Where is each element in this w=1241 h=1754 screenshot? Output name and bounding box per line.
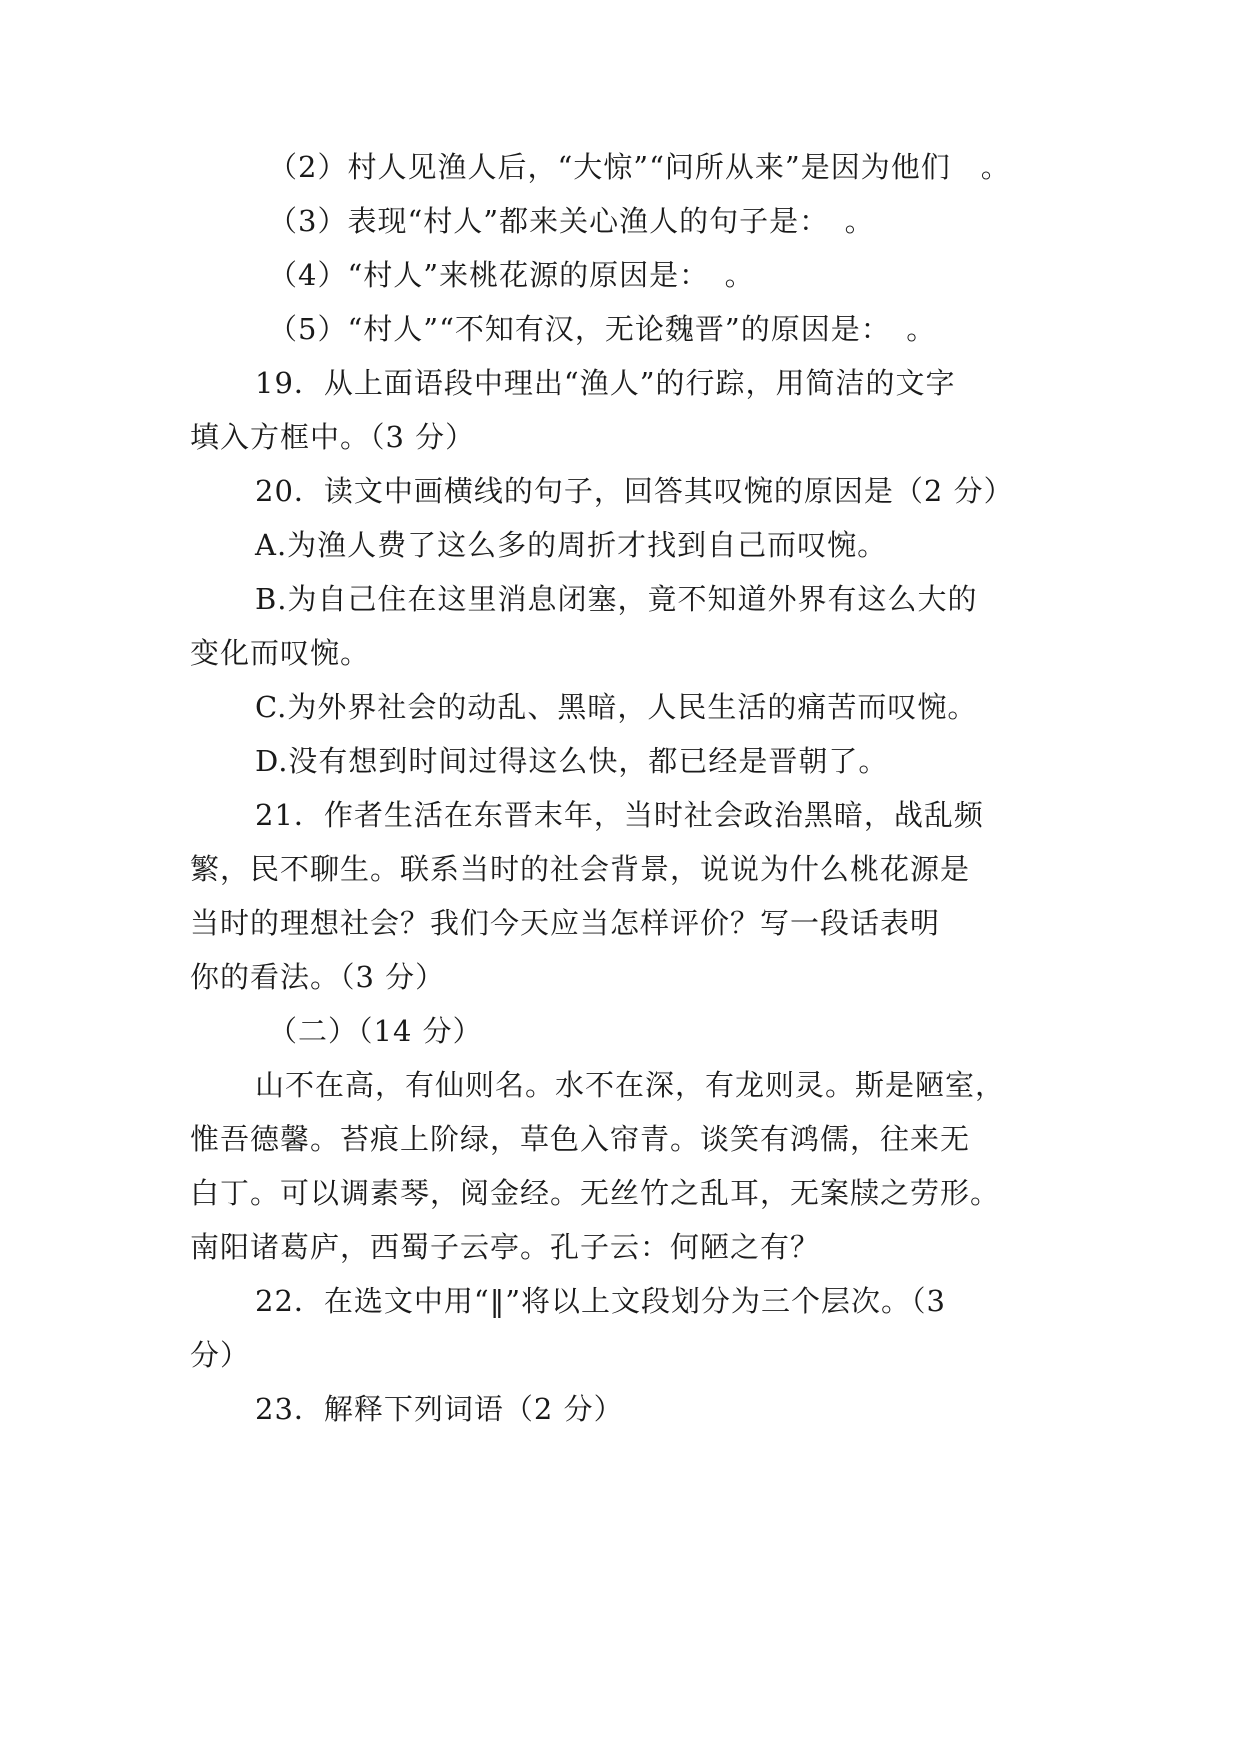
question-18-part-3: （3）表现“村人”都来关心渔人的句子是： 。 (268, 204, 875, 238)
section-heading: （二）（14 分） (268, 1014, 483, 1048)
question-23: 23．解释下列词语（2 分） (255, 1392, 624, 1426)
question-21-line-4: 你的看法。（3 分） (190, 960, 446, 994)
question-18-part-4: （4）“村人”来桃花源的原因是： 。 (268, 258, 755, 292)
question-21: 21．作者生活在东晋末年，当时社会政治黑暗，战乱频 (255, 798, 984, 832)
question-20: 20．读文中画横线的句子，回答其叹惋的原因是（2 分） (255, 474, 1014, 508)
question-21-line-3: 当时的理想社会？我们今天应当怎样评价？写一段话表明 (190, 906, 941, 940)
option-a: A.为渔人费了这么多的周折才找到自己而叹惋。 (255, 528, 888, 562)
option-c: C.为外界社会的动乱、黑暗，人民生活的痛苦而叹惋。 (255, 690, 978, 724)
question-19-continued: 填入方框中。（3 分） (190, 420, 476, 454)
question-18-part-5: （5）“村人”“不知有汉，无论魏晋”的原因是： 。 (268, 312, 937, 346)
question-21-line-2: 繁，民不聊生。联系当时的社会背景，说说为什么桃花源是 (190, 852, 971, 886)
passage-line-4: 南阳诸葛庐，西蜀子云亭。孔子云：何陋之有？ (190, 1230, 821, 1264)
option-b: B.为自己住在这里消息闭塞，竟不知道外界有这么大的 (255, 582, 978, 616)
passage-line-3: 白丁。可以调素琴，阅金经。无丝竹之乱耳，无案牍之劳形。 (190, 1176, 1001, 1210)
passage-line-1: 山不在高，有仙则名。水不在深，有龙则灵。斯是陋室， (255, 1068, 1006, 1102)
question-19: 19．从上面语段中理出“渔人”的行踪，用简洁的文字 (255, 366, 956, 400)
question-22-continued: 分） (190, 1338, 251, 1372)
question-22: 22．在选文中用“‖”将以上文段划分为三个层次。（3 (255, 1284, 947, 1318)
option-d: D.没有想到时间过得这么快，都已经是晋朝了。 (255, 744, 889, 778)
question-18-part-2: （2）村人见渔人后，“大惊”“问所从来”是因为他们 。 (268, 150, 1011, 184)
option-b-continued: 变化而叹惋。 (190, 636, 371, 670)
passage-line-2: 惟吾德馨。苔痕上阶绿，草色入帘青。谈笑有鸿儒，往来无 (190, 1122, 971, 1156)
